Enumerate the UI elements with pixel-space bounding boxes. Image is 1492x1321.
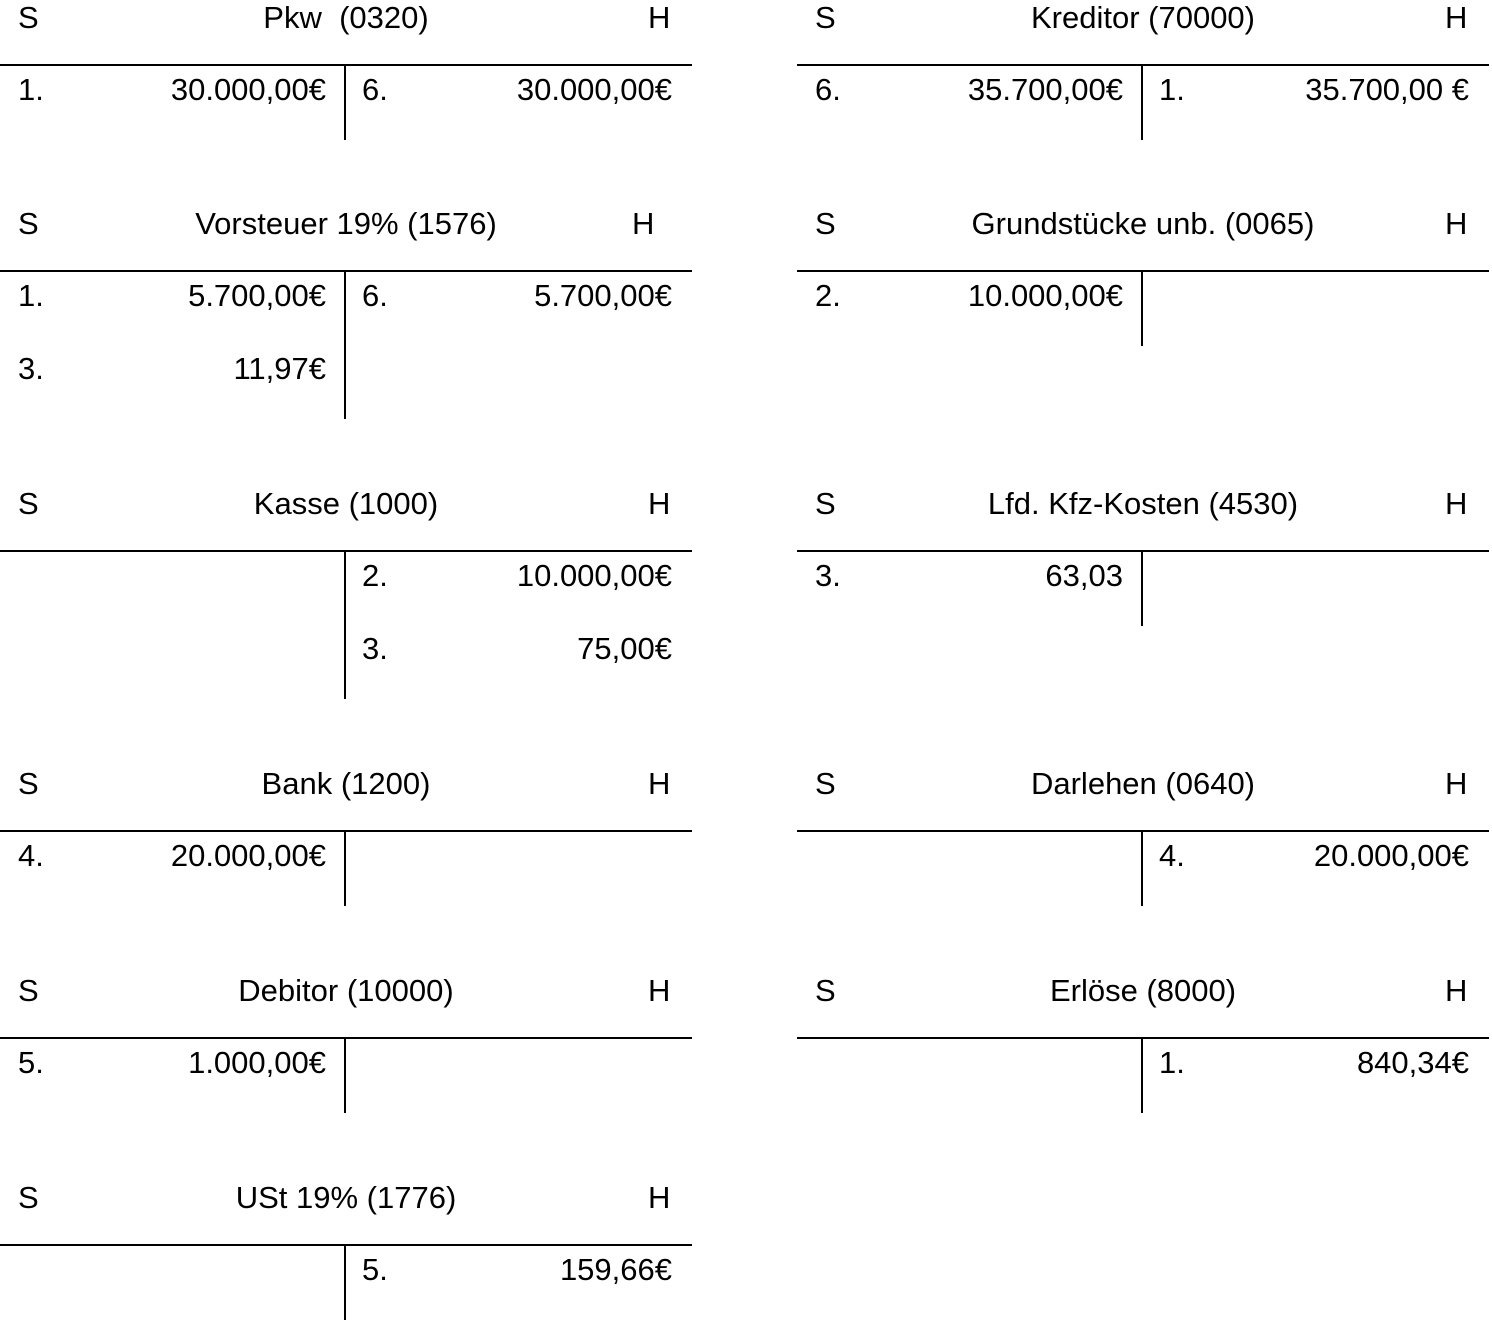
account-title: Debitor (10000) [238,973,454,1008]
account-title: Pkw (0320) [263,0,429,35]
debit-side-label: S [815,206,836,241]
account-title: Kreditor (70000) [1030,0,1255,35]
debit-entry-number: 4. [18,838,44,873]
credit-entry-amount: 5.700,00€ [534,278,672,313]
account-center-rule [344,551,346,699]
account-title: Lfd. Kfz-Kosten (4530) [987,486,1299,521]
debit-entry-amount: 1.000,00€ [188,1045,326,1080]
credit-side-label: H [648,486,671,521]
credit-entry-amount: 35.700,00 € [1305,72,1469,107]
account-header [797,0,1489,60]
account-top-rule [0,1244,692,1246]
account-header [797,973,1489,1033]
account-center-rule [1141,551,1143,626]
account-center-rule [344,1245,346,1320]
credit-entry-amount: 159,66€ [559,1252,672,1287]
account-center-rule [344,271,346,419]
account-top-rule [797,830,1489,832]
account-center-rule [1141,1038,1143,1113]
debit-side-label: S [18,0,39,35]
debit-entry-number: 2. [815,278,841,313]
account-top-rule [0,64,692,66]
credit-entry-number: 1. [1159,1045,1185,1080]
account-vorsteuer [0,206,692,419]
credit-entry-number: 5. [362,1252,388,1287]
account-title: Bank (1200) [261,766,431,801]
account-title: Kasse (1000) [253,486,439,521]
account-title: Darlehen (0640) [1030,766,1256,801]
credit-entry-number: 6. [362,72,388,107]
account-center-rule [344,1038,346,1113]
debit-entry-number: 5. [18,1045,44,1080]
account-header [0,486,692,546]
debit-side-label: S [18,973,39,1008]
credit-side-label: H [648,1180,671,1215]
credit-side-label: H [1445,973,1468,1008]
account-bank [0,766,692,906]
account-kreditor [797,0,1489,140]
account-kfz [797,486,1489,626]
account-header [0,0,692,60]
credit-side-label: H [1445,206,1468,241]
account-top-rule [797,270,1489,272]
account-pkw [0,0,692,140]
credit-entry-number: 2. [362,558,388,593]
account-title: Grundstücke unb. (0065) [971,206,1315,241]
credit-entry-amount: 75,00€ [577,631,672,666]
account-debitor [0,973,692,1113]
debit-entry-number: 6. [815,72,841,107]
account-header [0,206,692,266]
debit-entry-amount: 11,97€ [233,351,326,386]
account-top-rule [797,64,1489,66]
account-header [0,1180,692,1240]
account-header [0,766,692,826]
account-top-rule [0,830,692,832]
account-title: Vorsteuer 19% (1576) [195,206,497,241]
account-top-rule [797,550,1489,552]
account-darlehen [797,766,1489,906]
debit-side-label: S [18,486,39,521]
credit-entry-number: 3. [362,631,388,666]
credit-entry-number: 4. [1159,838,1185,873]
credit-side-label: H [648,0,671,35]
credit-entry-amount: 20.000,00€ [1313,838,1469,873]
debit-side-label: S [815,486,836,521]
account-top-rule [797,1037,1489,1039]
debit-entry-amount: 10.000,00€ [967,278,1123,313]
account-center-rule [344,65,346,140]
account-top-rule [0,1037,692,1039]
debit-entry-number: 1. [18,278,44,313]
credit-side-label: H [648,766,671,801]
debit-entry-amount: 30.000,00€ [170,72,326,107]
debit-side-label: S [815,766,836,801]
debit-entry-amount: 35.700,00€ [967,72,1123,107]
credit-side-label: H [648,973,671,1008]
debit-entry-amount: 20.000,00€ [170,838,326,873]
credit-side-label: H [1445,766,1468,801]
debit-side-label: S [815,973,836,1008]
credit-entry-number: 1. [1159,72,1185,107]
debit-side-label: S [18,1180,39,1215]
credit-side-label: H [1445,0,1468,35]
account-header [797,766,1489,826]
account-center-rule [1141,271,1143,346]
debit-side-label: S [18,766,39,801]
account-erloese [797,973,1489,1113]
debit-side-label: S [815,0,836,35]
credit-entry-amount: 10.000,00€ [516,558,672,593]
account-title: Erlöse (8000) [1049,973,1237,1008]
debit-entry-number: 1. [18,72,44,107]
debit-side-label: S [18,206,39,241]
account-kasse [0,486,692,699]
debit-entry-amount: 5.700,00€ [188,278,326,313]
account-title: USt 19% (1776) [235,1180,457,1215]
debit-entry-number: 3. [815,558,841,593]
credit-side-label: H [632,206,655,241]
account-top-rule [0,550,692,552]
credit-entry-number: 6. [362,278,388,313]
credit-entry-amount: 30.000,00€ [516,72,672,107]
account-ust [0,1180,692,1320]
account-grundstuecke [797,206,1489,346]
debit-entry-number: 3. [18,351,44,386]
account-center-rule [344,831,346,906]
account-header [797,486,1489,546]
account-center-rule [1141,831,1143,906]
credit-side-label: H [1445,486,1468,521]
account-center-rule [1141,65,1143,140]
account-header [797,206,1489,266]
debit-entry-amount: 63,03 [1045,558,1123,593]
account-top-rule [0,270,692,272]
account-header [0,973,692,1033]
credit-entry-amount: 840,34€ [1356,1045,1469,1080]
